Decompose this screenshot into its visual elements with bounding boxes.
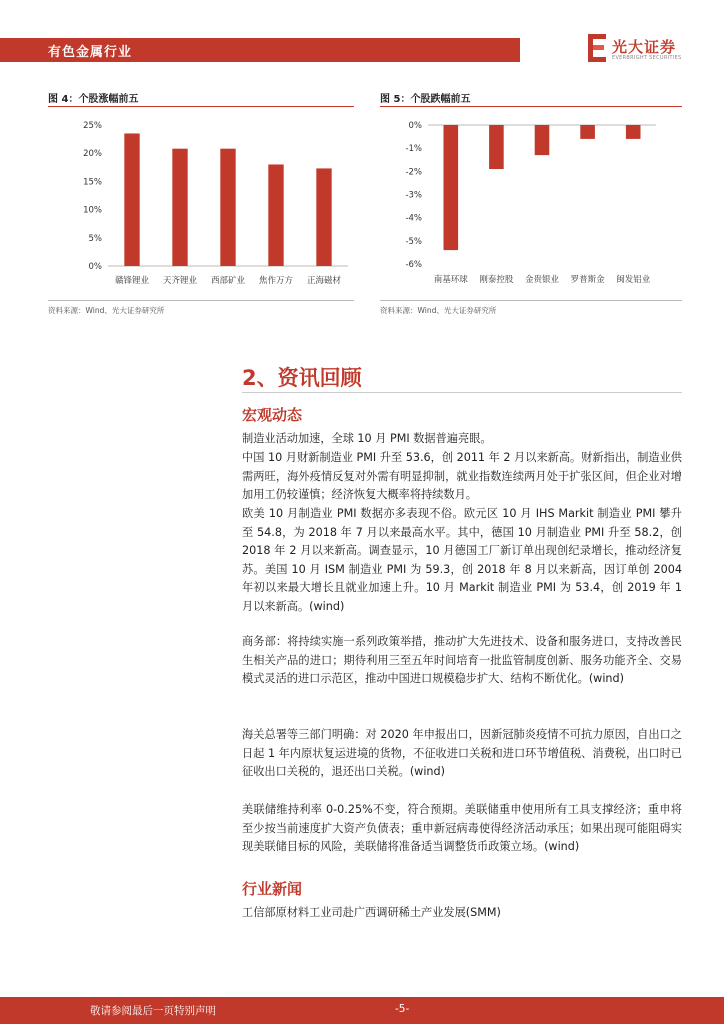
bar	[316, 168, 331, 266]
bar	[626, 125, 641, 139]
header-industry: 有色金属行业	[48, 45, 133, 60]
bar	[580, 125, 595, 139]
y-tick-label: 10%	[83, 205, 102, 216]
paragraph-fed: 美联储维持利率 0-0.25%不变，符合预期。美联储重申使用所有工具支撑经济；重申将至少按当前速度扩大资产负债表；重申新冠病毒使得经济活动承压；如果出现可能阻碍实现美联储目标的风险，美联储将准备适当调整货币政策立场。(wind)	[242, 803, 682, 853]
y-tick-label: 15%	[83, 177, 102, 188]
bar	[124, 133, 139, 266]
category-label: 焦作万方	[258, 276, 294, 286]
brand-logo	[588, 34, 688, 64]
category-label: 金贵银业	[524, 275, 560, 285]
y-tick-label: 25%	[83, 121, 102, 131]
figure-5-top-rule	[380, 106, 682, 107]
chart-top-gainers	[48, 108, 354, 298]
paragraph-us-eu-pmi: 欧美 10 月制造业 PMI 数据亦多表现不俗。欧元区 10 月 IHS Markit 制造业 PMI 攀升至 54.8，为 2018 年 7 月以来最高水平。其中，德国 10 月制造业 PMI 升至 58.2，创 2018 年 2 月以来新高。调查显示，10 月德国工厂新订单出现创纪录增长，推动经济复苏。美国 10 月 ISM 制造业 PMI 为 59.3，创 2018 年 8 月以来新高，因订单创 2004 年初以来最大增长且就业加速上升。10 月 Markit 制造业 PMI 为 53.4，创 2019 年 1 月以来新高。(wind)	[242, 507, 682, 613]
paragraph-customs: 海关总署等三部门明确：对 2020 年申报出口，因新冠肺炎疫情不可抗力原因，自出口之日起 1 年内原状复运进境的货物，不征收进口关税和进口环节增值税、消费税，出口时已征收出口关税的，退还出口关税。(wind)	[242, 728, 682, 778]
category-label: 闽发铝业	[616, 275, 651, 285]
category-label: 赣锋锂业	[114, 276, 150, 286]
section-rule	[242, 392, 682, 393]
brand-name: 光大证券	[612, 38, 677, 56]
y-tick-label: -1%	[405, 144, 422, 155]
figure-5-title: 图 5：个股跌幅前五	[380, 94, 471, 105]
y-tick-label: -3%	[405, 190, 422, 201]
figure-4-top-rule	[48, 106, 354, 107]
paragraph-rare-earth: 工信部原材料工业司赴广西调研稀土产业发展(SMM)	[242, 906, 501, 919]
figure-5-bottom-rule	[380, 300, 682, 301]
page-number: -5-	[395, 1003, 410, 1015]
figure-4-title: 图 4：个股涨幅前五	[48, 94, 139, 105]
category-label: 南基环球	[433, 275, 468, 285]
bar	[268, 164, 283, 266]
y-tick-label: 0%	[408, 121, 422, 131]
paragraph-mofcom: 商务部：将持续实施一系列政策举措，推动扩大先进技术、设备和服务进口，支持改善民生相关产品的进口；期待利用三至五年时间培育一批监管制度创新、服务功能齐全、交易模式灵活的进口示范区，推动中国进口规模稳步扩大、结构不断优化。(wind)	[242, 635, 682, 685]
paragraph-pmi-intro: 制造业活动加速，全球 10 月 PMI 数据普遍亮眼。	[242, 432, 492, 445]
category-label: 罗普斯金	[570, 275, 605, 285]
figure-4-bottom-rule	[48, 300, 354, 301]
paragraph-china-pmi: 中国 10 月财新制造业 PMI 升至 53.6，创 2011 年 2 月以来新高。财新指出，制造业供需两旺，海外疫情反复对外需有明显抑制，就业指数连续两月处于扩张区间，但企业对增加用工仍较谨慎；经济恢复大概率将持续数月。	[242, 451, 682, 501]
y-tick-label: 0%	[88, 262, 102, 272]
section-heading: 2、资讯回顾	[242, 366, 362, 390]
category-label: 刚泰控股	[479, 275, 514, 285]
bar	[489, 125, 504, 169]
y-tick-label: -2%	[405, 167, 422, 178]
figure-5-source: 资料来源：Wind、光大证券研究所	[380, 306, 497, 315]
figure-4-source: 资料来源：Wind、光大证券研究所	[48, 306, 165, 315]
y-tick-label: 5%	[88, 233, 102, 244]
chart-top-losers	[380, 108, 682, 298]
category-label: 正海磁材	[306, 276, 342, 286]
footer-disclaimer: 敬请参阅最后一页特别声明	[90, 1005, 216, 1017]
y-tick-label: -6%	[405, 260, 422, 270]
macro-heading: 宏观动态	[242, 406, 303, 424]
y-tick-label: 20%	[83, 149, 102, 160]
y-tick-label: -4%	[405, 213, 422, 224]
y-tick-label: -5%	[405, 236, 422, 247]
bar	[535, 125, 550, 155]
bar	[220, 149, 235, 266]
category-label: 西部矿业	[210, 276, 246, 286]
brand-subtitle: EVERBRIGHT SECURITIES	[612, 55, 682, 61]
brand-logo-icon	[588, 34, 606, 62]
bar	[444, 125, 459, 250]
category-label: 天齐锂业	[162, 276, 198, 286]
industry-news-heading: 行业新闻	[242, 880, 303, 898]
bar	[172, 149, 187, 266]
